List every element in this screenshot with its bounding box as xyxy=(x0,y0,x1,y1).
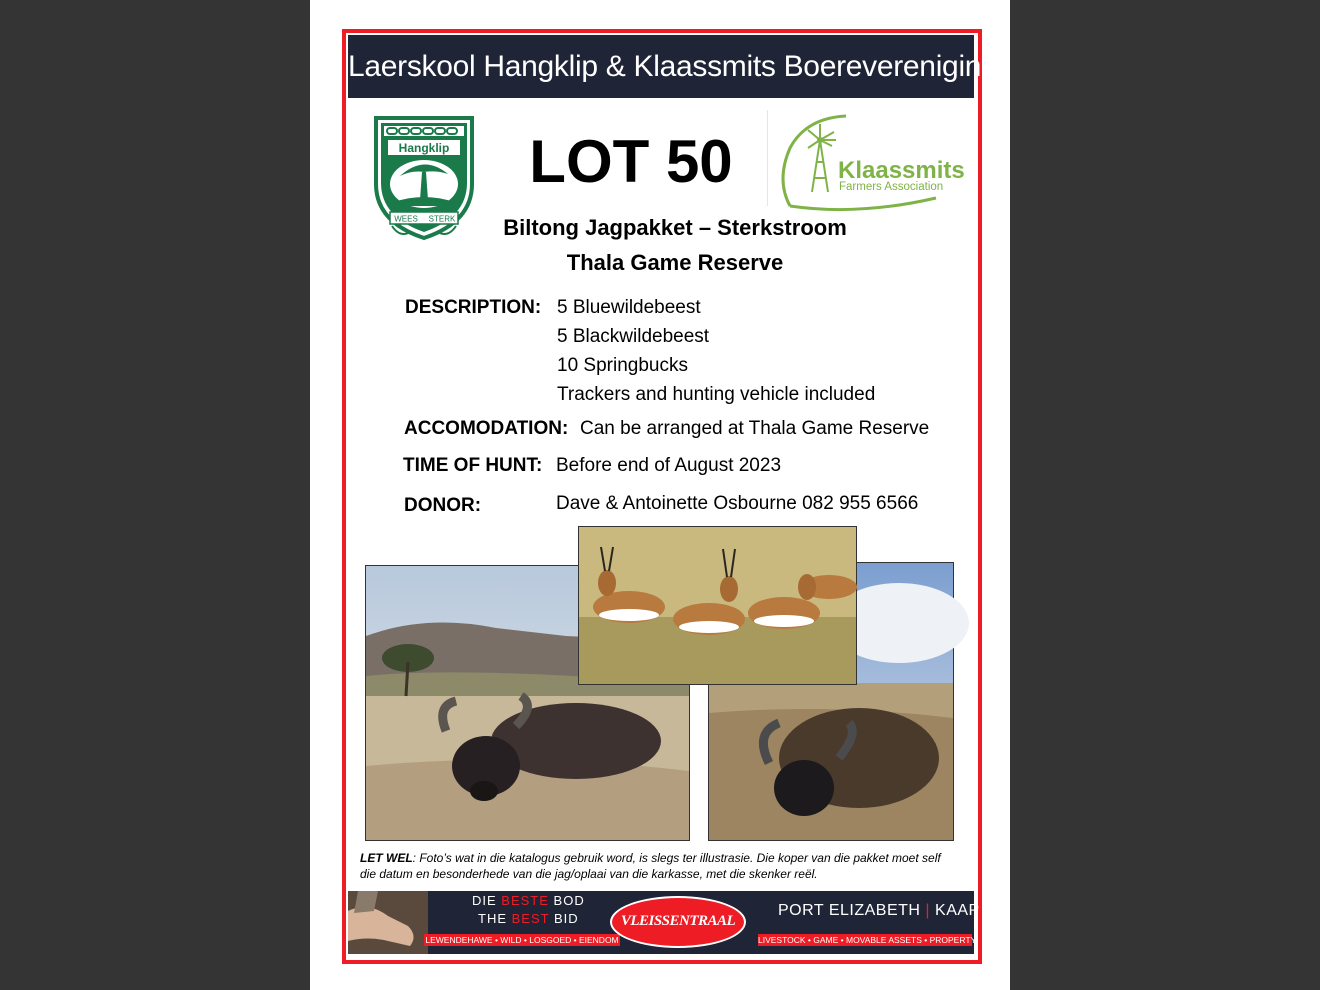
header-banner xyxy=(348,35,998,98)
donor-label: DONOR: xyxy=(404,495,482,516)
footer-banner xyxy=(348,891,980,954)
vleissentraal-logo xyxy=(610,896,746,948)
klaassmits-name-text: Klaassmits xyxy=(838,157,965,184)
left-tagline: LEWENDEHAWE • WILD • LOSGOED • EIENDOM xyxy=(425,935,619,945)
description-item: 5 Blackwildebeest xyxy=(557,326,710,347)
donor-value: Dave & Antoinette Osbourne 082 955 6566 xyxy=(556,493,919,514)
description-item: 10 Springbucks xyxy=(557,355,688,376)
handshake-image xyxy=(348,891,428,954)
crest-name-text: Hangklip xyxy=(398,141,450,155)
photo-springbucks xyxy=(578,526,857,685)
crest-motto-left: WEES xyxy=(394,214,418,224)
klaassmits-sub-text: Farmers Association xyxy=(839,181,944,193)
slogan-english: THE BEST BID xyxy=(478,911,579,926)
subtitle-line-2: Thala Game Reserve xyxy=(566,250,784,275)
note-text: : Foto’s wat in die katalogus gebruik word, is slegs ter illustrasie. Die koper van die pakket moet self die datum en besonderhede van die jag/oplaai van die karkasse, met die skenker reël. xyxy=(360,851,941,881)
lot-title: LOT 50 xyxy=(529,128,733,195)
note-bold: LET WEL xyxy=(360,851,413,865)
time-of-hunt-value: Before end of August 2023 xyxy=(556,455,782,476)
accommodation-label: ACCOMODATION: xyxy=(404,418,569,439)
subtitle-line-1: Biltong Jagpakket – Sterkstroom xyxy=(503,215,847,240)
description-item: Trackers and hunting vehicle included xyxy=(557,384,876,405)
header-title: Laerskool Hangklip & Klaassmits Boerevereniging xyxy=(348,50,998,83)
description-item: 5 Bluewildebeest xyxy=(557,297,701,318)
disclaimer-note xyxy=(360,850,960,882)
right-tagline: LIVESTOCK • GAME • MOVABLE ASSETS • PROPERTY xyxy=(758,935,977,945)
hangklip-crest-logo xyxy=(370,114,478,242)
time-of-hunt-label: TIME OF HUNT: xyxy=(403,455,543,476)
slogan-afrikaans: DIE BESTE BOD xyxy=(472,893,585,908)
accommodation-value: Can be arranged at Thala Game Reserve xyxy=(580,418,930,439)
klaassmits-logo xyxy=(768,110,968,210)
footer-cities: PORT ELIZABETH | KAAP xyxy=(778,902,980,919)
description-label: DESCRIPTION: xyxy=(405,297,542,318)
crest-motto-right: STERK xyxy=(428,214,456,224)
brand-text: VLEISSENTRAAL xyxy=(620,913,736,929)
